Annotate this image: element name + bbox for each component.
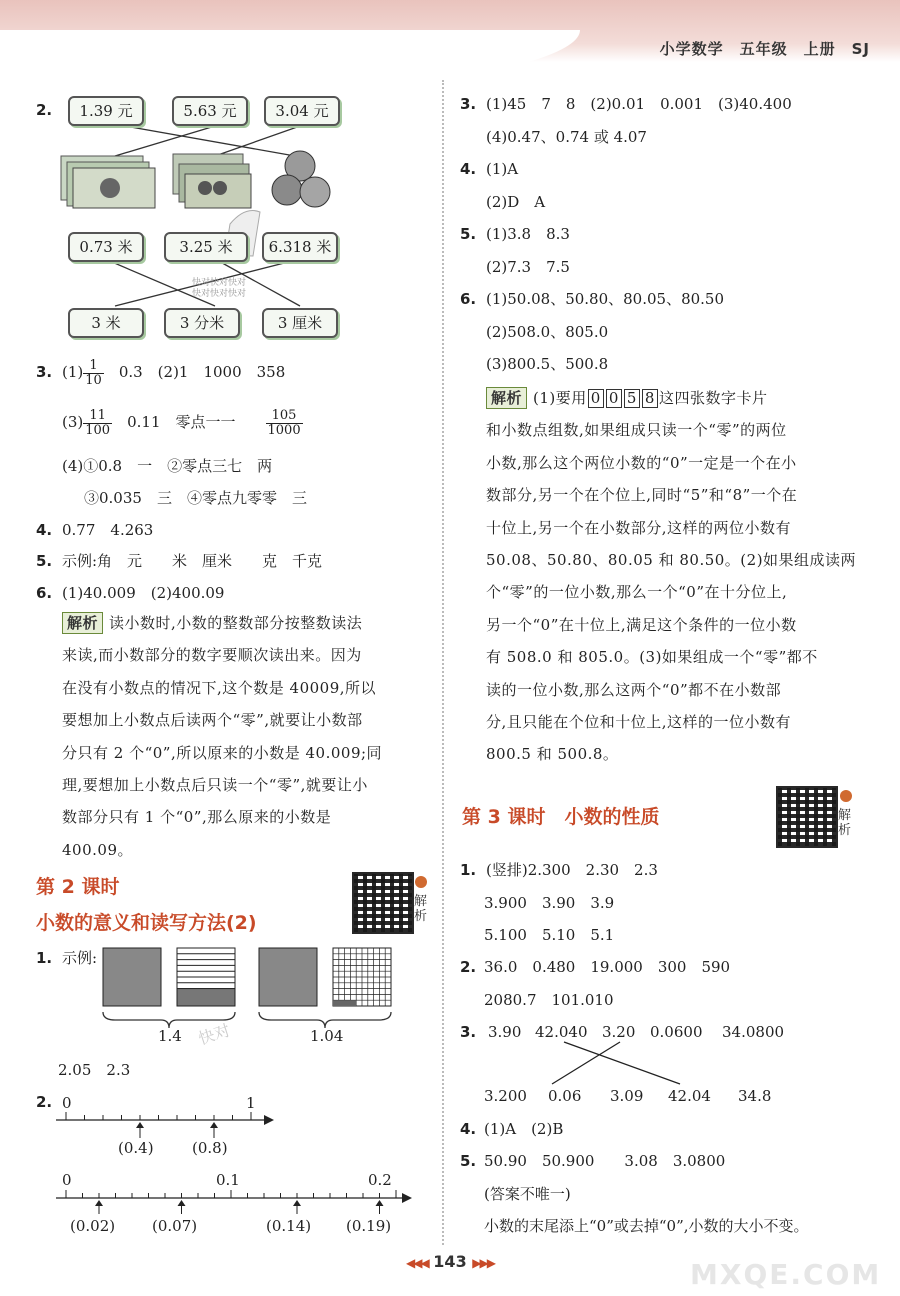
banknote-stack-image (61, 156, 155, 208)
money-label-1: 1.39 元 (68, 96, 144, 126)
axis2-tick-0: 0 (62, 1171, 72, 1189)
s3q5-line2: (答案不唯一) (484, 1185, 571, 1203)
number-card: 0 (588, 389, 604, 408)
axis2-mark-1: (0.02) (70, 1217, 116, 1235)
qr-label: 解析 (838, 808, 852, 838)
unit-label-1: 3 米 (68, 308, 144, 338)
r-q4-number: 4. (460, 160, 477, 178)
s3q5-line3: 小数的末尾添上“0”或去掉“0”,小数的大小不变。 (484, 1217, 809, 1235)
fraction: $\frac{11}{100}$ (85, 407, 111, 438)
number-card: 8 (642, 389, 658, 408)
q3-line4: ③0.035 三 ④零点九零零 三 (84, 489, 307, 507)
axis2-tick-2: 0.2 (368, 1171, 392, 1189)
q3-line3: (4)①0.8 一 ②零点三七 两 (62, 457, 273, 475)
s3q3-top-5: 34.0800 (722, 1023, 785, 1041)
s3q3-top-2: 42.040 (535, 1023, 588, 1041)
watermark-site: MXQE.COM (690, 1258, 882, 1291)
analysis-tag: 解析 (486, 387, 527, 409)
qr-label: 解析 (414, 894, 428, 924)
money-label-2: 5.63 元 (172, 96, 248, 126)
r-q5-line2: (2)7.3 7.5 (486, 258, 570, 276)
section2-title-line1: 第 2 课时 (36, 876, 120, 898)
s3q5-number: 5. (460, 1152, 477, 1170)
s3q3-top-1: 3.90 (488, 1023, 522, 1041)
s3q1-line1: (竖排)2.300 2.30 2.3 (486, 861, 658, 879)
fraction: $\frac{105}{1000}$ (267, 407, 301, 438)
r-q3-line2: (4)0.47、0.74 或 4.07 (486, 128, 647, 146)
q5-text: 示例:角 元 米 厘米 克 千克 (62, 552, 323, 570)
axis1-mark-1: (0.4) (118, 1139, 154, 1157)
q4-text: 0.77 4.263 (62, 521, 154, 539)
s2q1-number: 1. (36, 949, 53, 967)
play-dot-icon (415, 876, 427, 888)
watermark-small: 快对快对快对 快对快对快对 (192, 278, 247, 299)
axis2-tick-1: 0.1 (216, 1171, 240, 1189)
r-q5-number: 5. (460, 225, 477, 243)
number-card: 5 (624, 389, 640, 408)
s3q5-line1: 50.90 50.900 3.08 3.0800 (484, 1152, 726, 1170)
r-q6-number: 6. (460, 290, 477, 308)
axis1-tick-0: 0 (62, 1094, 72, 1112)
s2q1-below: 2.05 2.3 (58, 1061, 131, 1079)
play-dot-icon (840, 790, 852, 802)
q3-line1: (1) $\frac{1}{10}$ 0.3 (2)1 1000 358 (62, 357, 286, 388)
s3q3-bottom-5: 34.8 (738, 1087, 772, 1105)
s3q3-bottom-3: 3.09 (610, 1087, 644, 1105)
s3q2-number: 2. (460, 958, 477, 976)
s3q2-line1: 36.0 0.480 19.000 300 590 (484, 958, 731, 976)
axis2-mark-3: (0.14) (266, 1217, 312, 1235)
s3q1-line2: 3.900 3.90 3.9 (484, 894, 615, 912)
section2-title-line2: 小数的意义和读写方法(2) (36, 912, 257, 934)
decimal-grid-diagram (95, 940, 425, 1045)
axis2-mark-4: (0.19) (346, 1217, 392, 1235)
r-q6-line1: (1)50.08、50.80、80.05、80.50 (486, 290, 725, 308)
s2q2-number: 2. (36, 1093, 53, 1111)
watermark-brand: 快对 (196, 1020, 233, 1049)
s3q3-bottom-1: 3.200 (484, 1087, 527, 1105)
column-divider (442, 80, 444, 1245)
s3q3-top-4: 0.0600 (650, 1023, 703, 1041)
axis2-mark-2: (0.07) (152, 1217, 198, 1235)
coins-image (272, 151, 330, 207)
s3q4-number: 4. (460, 1120, 477, 1138)
s3q3-top-3: 3.20 (602, 1023, 636, 1041)
book-title: 小学数学 五年级 上册 SJ (659, 40, 870, 58)
r-q4-line2: (2)D A (486, 193, 546, 211)
s3q2-line2: 2080.7 101.010 (484, 991, 614, 1009)
length-label-1: 0.73 米 (68, 232, 144, 262)
analysis-tag: 解析 (62, 612, 103, 634)
r-q3-line1: (1)45 7 8 (2)0.01 0.001 (3)40.400 (486, 95, 792, 113)
qr-code-icon[interactable] (776, 786, 838, 848)
r-q6-line3: (3)800.5、500.8 (486, 355, 609, 373)
q3-line2: (3) $\frac{11}{100}$ 0.11 零点一一 $\frac{105}{1000}$ (62, 407, 301, 438)
page-number-bar (0, 1252, 900, 1271)
number-card: 0 (606, 389, 622, 408)
brace-label-2: 1.04 (310, 1027, 344, 1045)
left-analysis: 解析 读小数时,小数的整数部分按整数读法 来读,而小数部分的数字要顺次读出来。因为 在没有小数点的情况下,这个数是 40009,所以 要想加上小数点后读两个“零”,就要让小数部 分只有 2 个“0”,所以原来的小数是 40.009;同 理,要想加上小数点后只读一个“零”,就要让小 数部分只有 1 个“0”,那么原来的小数是 400.09。 (62, 614, 383, 859)
money-label-3: 3.04 元 (264, 96, 340, 126)
next-arrows-icon: ▶▶▶ (472, 1256, 494, 1270)
prev-arrows-icon: ◀◀◀ (406, 1256, 428, 1270)
s3q3-bottom-2: 0.06 (548, 1087, 582, 1105)
fraction: $\frac{1}{10}$ (85, 357, 102, 388)
q3-number: 3. (36, 363, 53, 381)
q6-number: 6. (36, 584, 53, 602)
q2-number: 2. (36, 101, 53, 119)
length-label-2: 3.25 米 (164, 232, 248, 262)
right-analysis: 解析 (1)要用 0 0 5 8 这四张数字卡片 和小数点组数,如果组成只读一个“零”的两位 小数,那么这个两位小数的“0”一定是一个在小 数部分,另一个在个位上,同时“5”和“8”一个在 十位上,另一个在小数部分,这样的两位小数有 50.08、50.80、80.05 和 80.50。(2)如果组成读两 个“零”的一位小数,那么一个“0”在十分位上, 另一个“0”在十位上,满足这个条件的一位小数 有 508.0 和 805.0。(3)如果组成一个“零”都不 读的一位小数,那么这两个“0”都不在小数部 分,且只能在个位和十位上,这样的一位小数有 800.5 和 500.8。 (486, 389, 857, 764)
unit-label-2: 3 分米 (164, 308, 240, 338)
q5-number: 5. (36, 552, 53, 570)
r-q6-line2: (2)508.0、805.0 (486, 323, 609, 341)
s3q4-text: (1)A (2)B (484, 1120, 564, 1138)
length-label-3: 6.318 米 (262, 232, 338, 262)
r-q4-line1: (1)A (486, 160, 519, 178)
s2q1-prefix: 示例: (62, 949, 98, 967)
banknote-stack-image-2 (173, 154, 251, 208)
s3q1-line3: 5.100 5.10 5.1 (484, 926, 615, 944)
s3q3-match-lines (540, 1040, 700, 1086)
brace-label-1: 1.4 (158, 1027, 182, 1045)
page-number: 143 (433, 1252, 467, 1271)
s3q3-bottom-4: 42.04 (668, 1087, 711, 1105)
r-q3-number: 3. (460, 95, 477, 113)
s3q1-number: 1. (460, 861, 477, 879)
r-q5-line1: (1)3.8 8.3 (486, 225, 570, 243)
axis1-mark-2: (0.8) (192, 1139, 228, 1157)
section3-title: 第 3 课时 小数的性质 (462, 806, 660, 828)
q4-number: 4. (36, 521, 53, 539)
unit-label-3: 3 厘米 (262, 308, 338, 338)
axis1-tick-1: 1 (246, 1094, 256, 1112)
s3q3-number: 3. (460, 1023, 477, 1041)
qr-code-icon[interactable] (352, 872, 414, 934)
q6-text: (1)40.009 (2)400.09 (62, 584, 225, 602)
